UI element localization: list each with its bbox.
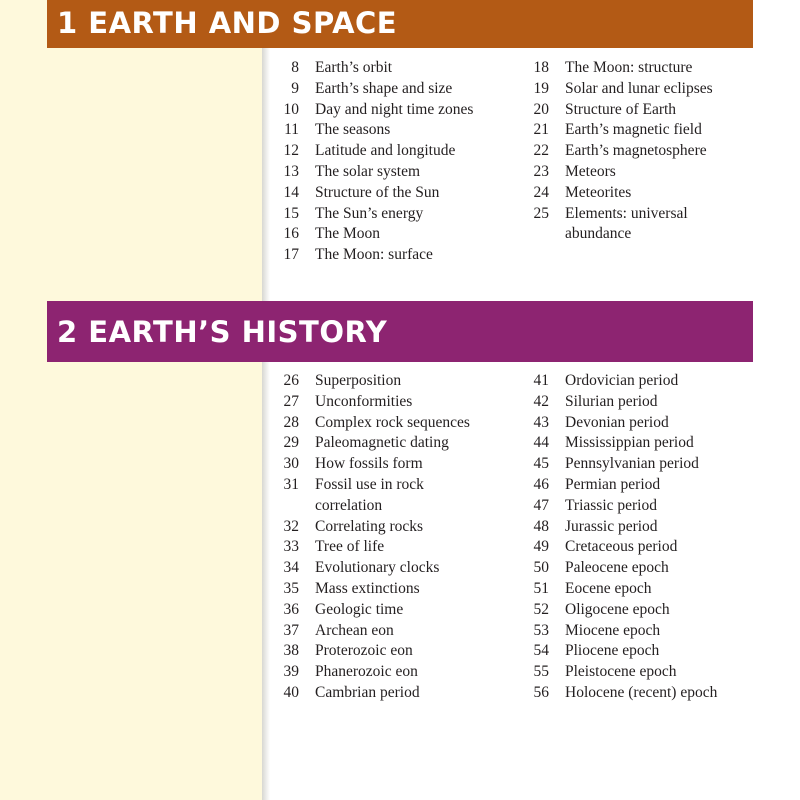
- toc-entry: [266, 204, 506, 225]
- toc-entry: [516, 496, 756, 517]
- page-number: 54: [533, 642, 549, 660]
- toc-entry: [266, 371, 506, 392]
- entry-title: Structure of the Sun: [315, 183, 440, 201]
- page-number: 35: [283, 579, 299, 597]
- entry-title: Phanerozoic eon: [315, 663, 418, 681]
- entry-title: The Moon: [315, 225, 381, 243]
- page-number: 37: [283, 621, 299, 639]
- toc-entry: [516, 58, 756, 79]
- entry-title: Mississippian period: [565, 434, 694, 452]
- entry-title: Cambrian period: [315, 683, 420, 701]
- page-number: 50: [533, 559, 549, 577]
- toc-entry: [266, 100, 506, 121]
- toc-entry: [266, 433, 506, 454]
- toc-entry: [516, 141, 756, 162]
- entry-title: Ordovician period: [565, 372, 679, 389]
- toc-entry: [266, 183, 506, 204]
- entry-title: The solar system: [315, 162, 421, 180]
- toc-entry: [266, 141, 506, 162]
- entry-title: How fossils form: [315, 455, 423, 473]
- entry-title: Cretaceous period: [565, 538, 678, 556]
- entry-title: Silurian period: [565, 392, 658, 410]
- page-number: [266, 496, 299, 517]
- page-number: 13: [283, 162, 299, 180]
- page-number: 45: [533, 455, 549, 473]
- toc-entry: [266, 162, 506, 183]
- toc-entry: [516, 79, 756, 100]
- entry-title: Unconformities: [315, 392, 413, 410]
- toc-entry: [516, 475, 756, 496]
- entry-title: Solar and lunar eclipses: [565, 79, 713, 97]
- page-number: 9: [291, 79, 299, 97]
- entry-title: Oligocene epoch: [565, 600, 670, 618]
- page-number: 49: [533, 538, 549, 556]
- toc-entry: [516, 662, 756, 683]
- entry-title: Tree of life: [315, 538, 385, 556]
- toc-entry: [266, 58, 506, 79]
- entry-title: Geologic time: [315, 600, 404, 618]
- entry-title: Fossil use in rock: [315, 475, 424, 493]
- toc-entry: [516, 204, 756, 225]
- page-number: 25: [533, 204, 549, 222]
- toc-entry: [516, 183, 756, 204]
- page-number: 17: [283, 246, 299, 264]
- toc-entry: [266, 120, 506, 141]
- page-number: 52: [533, 600, 549, 618]
- page-number: 14: [283, 183, 299, 201]
- toc-entry: [516, 454, 756, 475]
- toc-entry: [266, 245, 506, 266]
- page-number: 38: [283, 642, 299, 660]
- page-number: 55: [533, 663, 549, 681]
- page-number: 53: [533, 621, 549, 639]
- entry-title: Triassic period: [565, 496, 657, 514]
- entry-title: Miocene epoch: [565, 621, 661, 639]
- toc-entry: [516, 162, 756, 183]
- page-number: 32: [283, 517, 299, 535]
- entry-title: Pliocene epoch: [565, 642, 660, 660]
- page-number: 8: [291, 59, 299, 76]
- entry-title: Latitude and longitude: [315, 142, 456, 160]
- page-number: 16: [283, 225, 299, 243]
- page-number: 33: [283, 538, 299, 556]
- entry-title: abundance: [565, 225, 632, 243]
- entry-title: Devonian period: [565, 413, 669, 431]
- entry-title: Pennsylvanian period: [565, 455, 699, 473]
- toc-entry: [266, 579, 506, 600]
- entry-title: Permian period: [565, 475, 661, 493]
- toc-entry: [516, 537, 756, 558]
- entry-title: Earth’s shape and size: [315, 79, 453, 97]
- toc-entry: [516, 641, 756, 662]
- entry-title: The Sun’s energy: [315, 204, 424, 222]
- toc-entry: [516, 621, 756, 642]
- toc-entry: [266, 517, 506, 538]
- toc-entry: [516, 100, 756, 121]
- toc-entry: [266, 454, 506, 475]
- page-number: 48: [533, 517, 549, 535]
- section-1-contents-left: [266, 58, 506, 266]
- toc-entry: [516, 579, 756, 600]
- toc-entry: [516, 683, 756, 704]
- page-number: 19: [533, 79, 549, 97]
- entry-title: Mass extinctions: [315, 579, 420, 597]
- section-2-contents-left: [266, 371, 506, 704]
- entry-title: The Moon: structure: [565, 59, 693, 76]
- entry-title: Earth’s magnetosphere: [565, 142, 707, 160]
- page-number: 20: [533, 100, 549, 118]
- page-number: 24: [533, 183, 549, 201]
- page-number: 47: [533, 496, 549, 514]
- page-number: [516, 224, 549, 245]
- entry-title: Jurassic period: [565, 517, 658, 535]
- entry-title: Day and night time zones: [315, 100, 474, 118]
- entry-title: Paleocene epoch: [565, 559, 669, 577]
- toc-entry: [516, 517, 756, 538]
- toc-entry: [516, 433, 756, 454]
- page-number: 39: [283, 663, 299, 681]
- page-number: 42: [533, 392, 549, 410]
- toc-entry-continuation: [266, 496, 506, 517]
- toc-entry: [516, 392, 756, 413]
- entry-title: The Moon: surface: [315, 246, 433, 264]
- toc-entry: [266, 537, 506, 558]
- page-number: 11: [284, 121, 299, 139]
- sidebar-panel: [0, 0, 262, 800]
- page-number: 22: [533, 142, 549, 160]
- toc-entry: [266, 413, 506, 434]
- entry-title: Holocene (recent) epoch: [565, 683, 718, 701]
- entry-title: Evolutionary clocks: [315, 559, 440, 577]
- toc-entry: [516, 558, 756, 579]
- page-number: 23: [533, 162, 549, 180]
- toc-entry: [266, 621, 506, 642]
- section-1-heading: 1 EARTH AND SPACE: [47, 0, 753, 48]
- section-1-contents-right: [516, 58, 756, 245]
- page-number: 10: [283, 100, 299, 118]
- entry-title: Eocene epoch: [565, 579, 652, 597]
- page-number: 51: [533, 579, 549, 597]
- page-number: 15: [283, 204, 299, 222]
- toc-entry: [266, 600, 506, 621]
- entry-title: Meteors: [565, 162, 616, 180]
- toc-entry: [266, 662, 506, 683]
- entry-title: Earth’s orbit: [315, 59, 393, 76]
- entry-title: Paleomagnetic dating: [315, 434, 449, 452]
- toc-entry: [516, 600, 756, 621]
- entry-title: Pleistocene epoch: [565, 663, 677, 681]
- page-number: 43: [533, 413, 549, 431]
- page-number: 12: [283, 142, 299, 160]
- page-number: 46: [533, 475, 549, 493]
- entry-title: Archean eon: [315, 621, 394, 639]
- toc-entry: [266, 558, 506, 579]
- toc-entry: [266, 79, 506, 100]
- page-number: 28: [283, 413, 299, 431]
- section-2-heading: 2 EARTH’S HISTORY: [47, 301, 753, 362]
- page-number: 30: [283, 455, 299, 473]
- page-number: 31: [283, 475, 299, 493]
- page-number: 40: [283, 683, 299, 701]
- entry-title: correlation: [315, 496, 383, 514]
- section-2-contents-right: [516, 371, 756, 704]
- page-number: 21: [533, 121, 549, 139]
- page-number: 36: [283, 600, 299, 618]
- entry-title: Correlating rocks: [315, 517, 424, 535]
- page-number: 56: [533, 683, 549, 701]
- toc-entry-continuation: [516, 224, 756, 245]
- toc-entry: [266, 683, 506, 704]
- page-number: 41: [533, 372, 549, 389]
- entry-title: The seasons: [315, 121, 391, 139]
- entry-title: Complex rock sequences: [315, 413, 470, 431]
- page-number: 18: [533, 59, 549, 76]
- toc-entry: [266, 641, 506, 662]
- entry-title: Superposition: [315, 372, 402, 389]
- page-number: 29: [283, 434, 299, 452]
- page-number: 26: [283, 372, 299, 389]
- toc-entry: [266, 392, 506, 413]
- toc-entry: [516, 120, 756, 141]
- page-number: 27: [283, 392, 299, 410]
- entry-title: Proterozoic eon: [315, 642, 413, 660]
- page-number: 44: [533, 434, 549, 452]
- toc-entry: [266, 475, 506, 496]
- page-number: 34: [283, 559, 299, 577]
- entry-title: Structure of Earth: [565, 100, 677, 118]
- entry-title: Meteorites: [565, 183, 632, 201]
- entry-title: Earth’s magnetic field: [565, 121, 702, 139]
- toc-entry: [516, 413, 756, 434]
- toc-entry: [266, 224, 506, 245]
- entry-title: Elements: universal: [565, 204, 688, 222]
- toc-entry: [516, 371, 756, 392]
